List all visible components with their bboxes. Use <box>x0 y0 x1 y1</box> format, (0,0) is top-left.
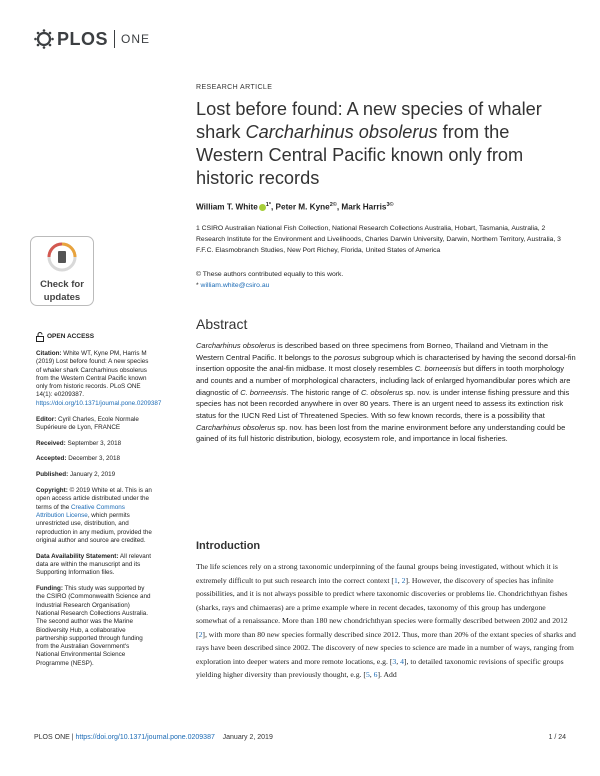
abs-text-3: but differs in tooth morphology and counts and a number of morphological characters, including lack of enlarged hyomandibular pores which are diagnostic of <box>196 364 571 397</box>
citation-doi-link[interactable]: https://doi.org/10.1371/journal.pone.0209387 <box>36 399 162 407</box>
published-block <box>36 471 154 479</box>
abs-text-2: subgroup which is characterised by having the second dorsal-fin insertion opposite the anal-fin midbase. It most closely resembles <box>196 352 576 374</box>
orcid-icon[interactable] <box>259 204 266 211</box>
title-species: Carcharhinus obsolerus <box>245 122 438 142</box>
accepted-date: December 3, 2018 <box>68 455 121 463</box>
abs-species-2: C. borneensis <box>414 364 462 374</box>
ref-link[interactable]: 5 <box>365 670 370 679</box>
received-label: Received: <box>36 439 66 447</box>
abs-text-1: is described based on three specimens from Borneo, Thailand and Vietnam in the Western Central Pacific. It belongs to the <box>196 341 549 362</box>
published-date: January 2, 2019 <box>69 471 116 479</box>
license-link[interactable]: Creative Commons Attribution License <box>36 503 125 519</box>
accepted-block <box>36 455 154 463</box>
logo-text: PLOS <box>57 28 109 49</box>
abs-text-4: . The historic range of <box>286 387 361 397</box>
intro-text-5: , <box>396 656 401 666</box>
journal-logo <box>34 28 150 50</box>
footer-date: January 2, 2019 <box>222 734 273 741</box>
abstract-heading: Abstract <box>196 316 248 332</box>
editor-block <box>36 416 154 433</box>
intro-text-8: ]. Add <box>377 670 397 679</box>
author-notes <box>196 270 576 292</box>
check-updates-icon <box>47 242 77 272</box>
check-for-updates-button[interactable] <box>30 236 94 306</box>
abstract-body <box>196 340 576 445</box>
intro-text-4: ], with more than 80 new species formally described since 2012. Thus, more than 20% of the extant species of sharks and rays have been described since 2002. The discovery of new species to science are made in a number of ways, ranging from exploration into deeper waters and more remote locations, e.g. [ <box>196 629 576 666</box>
introduction-body <box>196 560 576 682</box>
footer-doi-link[interactable]: https://doi.org/10.1371/journal.pone.0209387 <box>75 734 215 741</box>
plos-logo-icon <box>34 29 54 49</box>
ref-link[interactable]: 2 <box>401 575 406 585</box>
intro-text-2: , <box>397 575 402 585</box>
logo-divider <box>114 30 115 48</box>
author-3[interactable]: , Mark Harris <box>336 202 387 212</box>
author-2[interactable]: , Peter M. Kyne <box>271 202 330 212</box>
abs-species-3: C. borneensis <box>240 387 287 397</box>
author-1-affil: 1* <box>265 202 271 208</box>
author-2-affil: 2© <box>329 202 337 208</box>
ref-link[interactable]: 2 <box>198 629 203 639</box>
corresponding-author-note <box>196 281 576 292</box>
citation-block <box>36 350 162 408</box>
intro-text-3: ]. However, the discovery of species has infinite possibilities, and it is not always possible to predict where taxonomic discoveries or problems lie. Chondrichthyan fishes (sharks, rays and chimaeras) are a prime example where in recent decades, taxonomy of this group has undergone somewhat of a renaissance. More than 180 new chondrichthyan species were formally described between 2002 and 2012 [ <box>196 575 568 639</box>
equal-contribution-note: © These authors contributed equally to this work. <box>196 271 344 278</box>
journal-name: ONE <box>121 32 151 46</box>
intro-text-1: The life sciences rely on a strong taxonomic underpinning of the faunal groups being investigated, without which it is extremely difficult to put such research into the correct context [ <box>196 562 558 585</box>
article-type: RESEARCH ARTICLE <box>196 84 273 91</box>
data-availability-text: All relevant data are within the manuscript and its Supporting Information files. <box>36 552 152 577</box>
published-label: Published: <box>36 471 69 479</box>
page-number: 1 / 24 <box>548 734 566 741</box>
author-1[interactable]: William T. White <box>196 202 258 212</box>
data-availability-label: Data Availability Statement: <box>36 552 119 560</box>
intro-text-6: ], to detailed taxonomic revisions of specific groups yielding higher diversity than previously thought, e.g. [ <box>196 656 564 679</box>
received-date: September 3, 2018 <box>67 439 122 447</box>
accepted-label: Accepted: <box>36 455 67 463</box>
open-lock-icon <box>36 332 44 342</box>
data-availability-block <box>36 553 154 578</box>
abs-species-5: Carcharhinus obsolerus <box>196 422 276 432</box>
abs-species-1: Carcharhinus obsolerus <box>196 341 276 350</box>
open-access-row <box>36 332 154 342</box>
citation-label: Citation: <box>36 350 62 357</box>
copyright-text-1: © 2019 White et al. This is an open access article distributed under the terms of the <box>36 487 152 511</box>
abs-text-5: sp. nov. is under intense fishing pressure and this species has not been recorded anywhere in over 80 years. There is an urgent need to assess its extinction risk status for the IUCN Red List of Threatened Species. With so few known records, there is a possibility that <box>196 387 570 420</box>
editor-text: Cyril Charles, Ecole Normale Supérieure de Lyon, FRANCE <box>36 415 139 431</box>
abs-species-4: C. obsolerus <box>360 387 404 397</box>
corresponding-email-link[interactable]: william.white@csiro.au <box>200 281 270 289</box>
author-list <box>196 202 576 212</box>
funding-text: This study was supported by the CSIRO (Commonwealth Science and Industrial Research Organisation) National Research Collections Australia. The second author was the Marine Biodiversity Hub, a collaborative partnership supported through funding from the Australian Government's National Environmental Science Programme (NESP). <box>36 585 151 667</box>
ref-link[interactable]: 6 <box>373 670 378 679</box>
abs-text-6: sp. nov. has been lost from the marine environment before any understanding could be gained of its full historic distribution, biology, ecosystem role, and importance in local fisheries. <box>196 422 566 444</box>
article-title <box>196 98 576 190</box>
open-access-label: OPEN ACCESS <box>47 332 95 340</box>
introduction-heading: Introduction <box>196 540 261 552</box>
ref-link[interactable]: 1 <box>393 575 398 585</box>
badge-line-2: updates <box>43 292 81 303</box>
corresponding-mark: * <box>196 281 201 289</box>
title-part-2: from the Western Central Pacific known only from historic records <box>196 122 524 188</box>
footer-separator: | <box>69 734 76 741</box>
title-part-1: Lost before found: A new species of whaler shark <box>196 99 542 142</box>
copyright-label: Copyright: <box>36 487 68 495</box>
received-block <box>36 440 154 448</box>
abs-subgroup: porosus <box>333 352 361 362</box>
author-3-affil: 3© <box>386 202 394 208</box>
footer-journal: PLOS ONE <box>34 734 70 741</box>
ref-link[interactable]: 4 <box>400 656 404 666</box>
editor-label: Editor: <box>36 415 57 423</box>
page-footer <box>34 734 566 741</box>
citation-text: White WT, Kyne PM, Harris M (2019) Lost before found: A new species of whaler shark Carcharhinus obsolerus from the Western Central Pacific known only from historic records. PLoS ONE 14(1): e0209387. <box>36 350 149 399</box>
funding-label: Funding: <box>36 585 63 593</box>
copyright-block <box>36 487 154 545</box>
footer-citation <box>34 734 273 741</box>
ref-link[interactable]: 3 <box>392 656 397 666</box>
article-sidebar <box>36 332 162 676</box>
copyright-text-2: , which permits unrestricted use, distribution, and reproduction in any medium, provided the original author and source are credited. <box>36 511 152 544</box>
funding-block <box>36 585 154 668</box>
affiliations: 1 CSIRO Australian National Fish Collection, National Research Collections Australia, Hobart, Tasmania, Australia, 2 Research Institute for the Environment and Livelihoods, Charles Darwin University, Darwin, Northern Territory, Australia, 3 F.F.C. Elasmobranch Studies, New Port Richey, Florida, United States of America <box>196 225 561 254</box>
badge-line-1: Check for <box>40 279 84 290</box>
intro-text-7: , <box>369 670 374 679</box>
